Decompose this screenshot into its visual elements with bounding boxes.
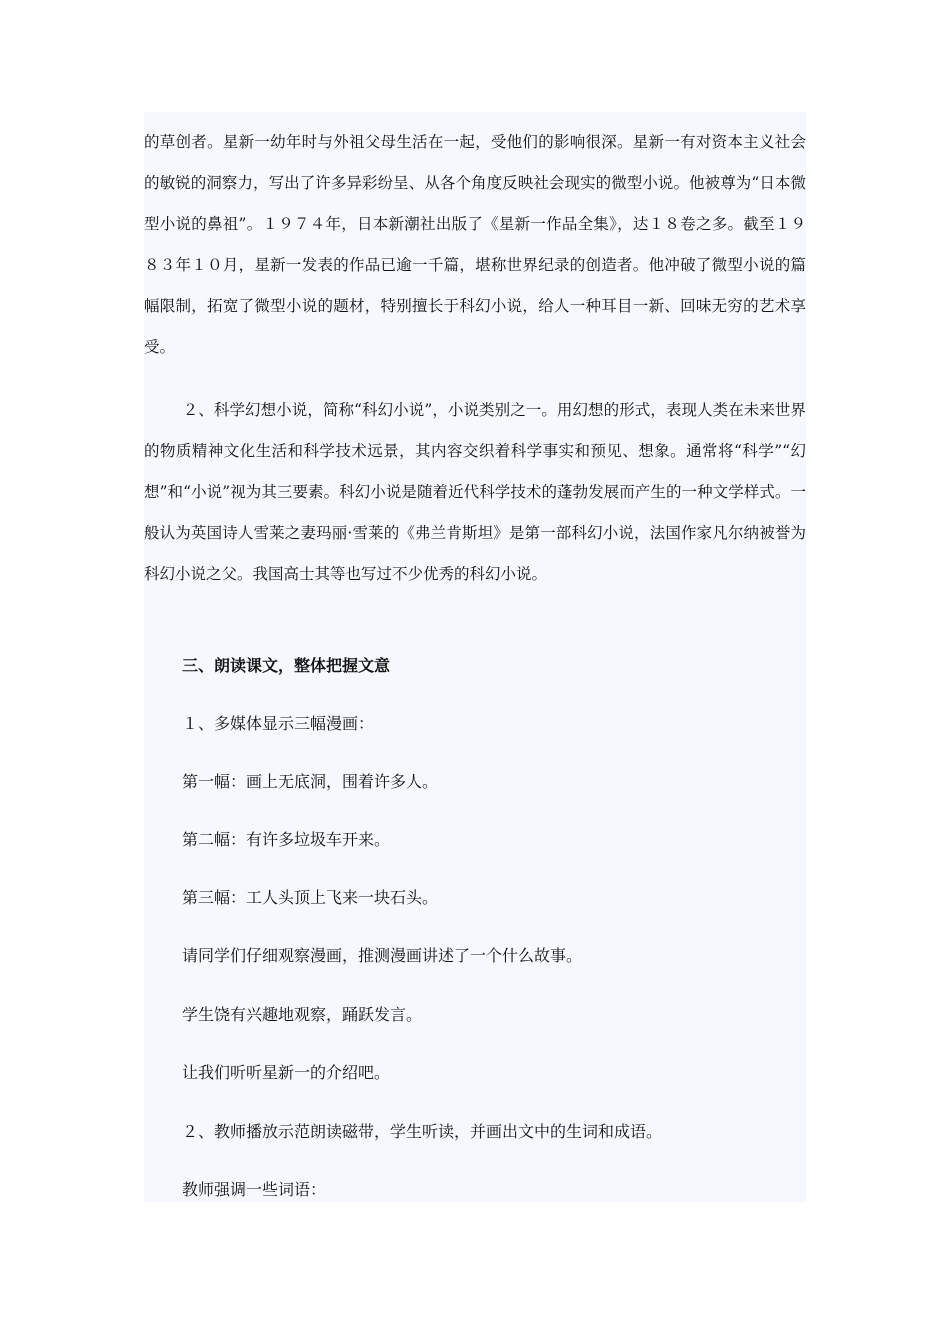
list-item: 请同学们仔细观察漫画，推测漫画讲述了一个什么故事。 [182, 946, 583, 965]
list-item: 第一幅：画上无底洞，围着许多人。 [182, 772, 439, 791]
list-item: １、多媒体显示三幅漫画： [182, 714, 375, 733]
list-item: 教师强调一些词语： [182, 1180, 327, 1199]
section-heading: 三、朗读课文，整体把握文意 [182, 656, 391, 675]
list-item: ２、教师播放示范朗读磁带，学生听读，并画出文中的生词和成语。 [182, 1122, 663, 1141]
list-item: 学生饶有兴趣地观察，踊跃发言。 [182, 1005, 423, 1024]
intro-paragraph: 的草创者。星新一幼年时与外祖父母生活在一起，受他们的影响很深。星新一有对资本主义社会的敏锐的洞察力，写出了许多异彩纷呈、从各个角度反映社会现实的微型小说。他被尊为“日本微型小说的鼻祖”。１９７４年，日本新潮社出版了《星新一作品全集》，达１８卷之多。截至１９８３年１０月，星新一发表的作品已逾一千篇，堪称世界纪录的创造者。他冲破了微型小说的篇幅限制，拓宽了微型小说的题材，特别擅长于科幻小说，给人一种耳目一新、回味无穷的艺术享受。 [144, 133, 806, 356]
list-item: 第二幅：有许多垃圾车开来。 [182, 830, 391, 849]
list-item: 第三幅：工人头顶上飞来一块石头。 [182, 888, 439, 907]
document-body [144, 122, 806, 595]
list-item: 让我们听听星新一的介绍吧。 [182, 1063, 391, 1082]
sci-fi-definition-paragraph: ２、科学幻想小说，简称“科幻小说”，小说类别之一。用幻想的形式，表现人类在未来世界的物质精神文化生活和科学技术远景，其内容交织着科学事实和预见、想象。通常将“科学”“幻想”和“小说”视为其三要素。科幻小说是随着近代科学技术的蓬勃发展而产生的一种文学样式。一般认为英国诗人雪莱之妻玛丽·雪莱的《弗兰肯斯坦》是第一部科幻小说，法国作家凡尔纳被誉为科幻小说之父。我国高士其等也写过不少优秀的科幻小说。 [144, 401, 806, 583]
